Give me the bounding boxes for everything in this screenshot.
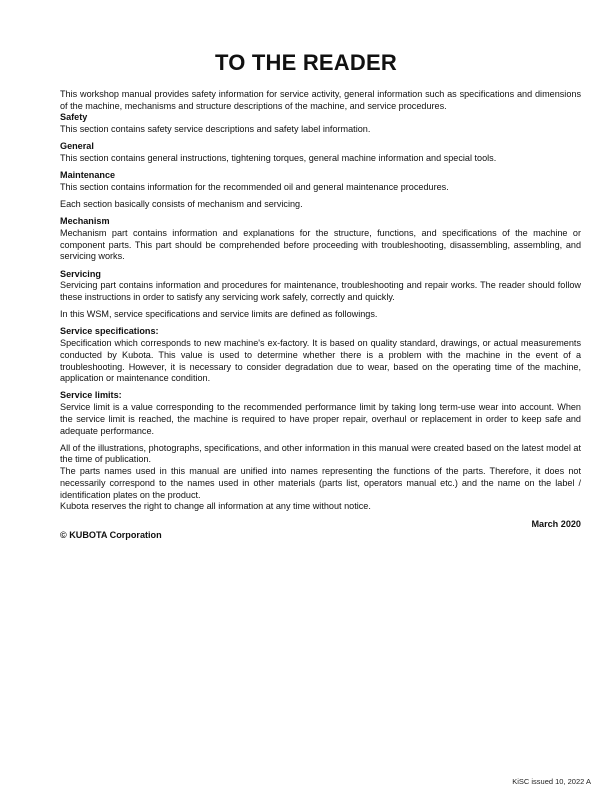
service-limits-heading: Service limits: xyxy=(60,390,122,401)
illustrations-note: All of the illustrations, photographs, specifications, and other information in this manual were created based on the latest model at the time of publication. xyxy=(60,442,581,465)
servicing-heading: Servicing xyxy=(60,268,101,279)
each-section-note: Each section basically consists of mechanism and servicing. xyxy=(60,199,303,210)
maintenance-heading: Maintenance xyxy=(60,170,116,181)
publication-date: March 2020 xyxy=(531,518,581,529)
safety-heading: Safety xyxy=(60,112,88,123)
service-specifications-text: Specification which corresponds to new machine's ex-factory. It is based on quality standard, drawings, or actual measurements conducted by Kubota. This value is used to determine whether there is a problem with the machine in the event of a troubleshooting. However, it is necessary to consider degradation due to wear, based on the operating time of the machine, application or maintenance condition. xyxy=(60,338,581,384)
page-title: TO THE READER xyxy=(215,50,397,75)
parts-names-note: The parts names used in this manual are unified into names representing the functions of the parts. Therefore, it does not necessarily correspond to the names used in other materials (parts list, operators manual etc.) and the name on the label / identification plates on the product. xyxy=(60,466,581,500)
wsm-note: In this WSM, service specifications and service limits are defined as followings. xyxy=(60,309,378,320)
service-specifications-heading: Service specifications: xyxy=(60,326,159,337)
maintenance-text: This section contains information for the recommended oil and general maintenance procedures. xyxy=(60,181,449,192)
general-text: This section contains general instructions, tightening torques, general machine information and special tools. xyxy=(60,153,497,164)
service-limits-text: Service limit is a value corresponding to the recommended performance limit by taking long term-use wear into account. When the service limit is reached, the machine is required to have proper repair, overhaul or replacement in order to keep safe and adequate performance. xyxy=(60,402,581,436)
rights-note: Kubota reserves the right to change all information at any time without notice. xyxy=(60,501,371,512)
footer-issue-code: KiSC issued 10, 2022 A xyxy=(512,777,591,786)
servicing-text: Servicing part contains information and procedures for maintenance, troubleshooting and repair works. The reader should follow these instructions in order to satisfy any servicing work safely, correctly and quickly. xyxy=(60,280,581,303)
copyright: © KUBOTA Corporation xyxy=(60,530,162,541)
document-body xyxy=(60,89,581,542)
mechanism-text: Mechanism part contains information and explanations for the structure, functions, and specifications of the machine or component parts. This part should be comprehended before proceeding with troubleshooting, disassembling, assembling, and servicing works. xyxy=(60,228,581,262)
intro-paragraph: This workshop manual provides safety information for service activity, general information such as specifications and dimensions of the machine, mechanisms and structure descriptions of the machine, and service procedures. xyxy=(60,89,581,111)
mechanism-heading: Mechanism xyxy=(60,216,110,227)
general-heading: General xyxy=(60,141,94,152)
safety-text: This section contains safety service descriptions and safety label information. xyxy=(60,124,371,135)
